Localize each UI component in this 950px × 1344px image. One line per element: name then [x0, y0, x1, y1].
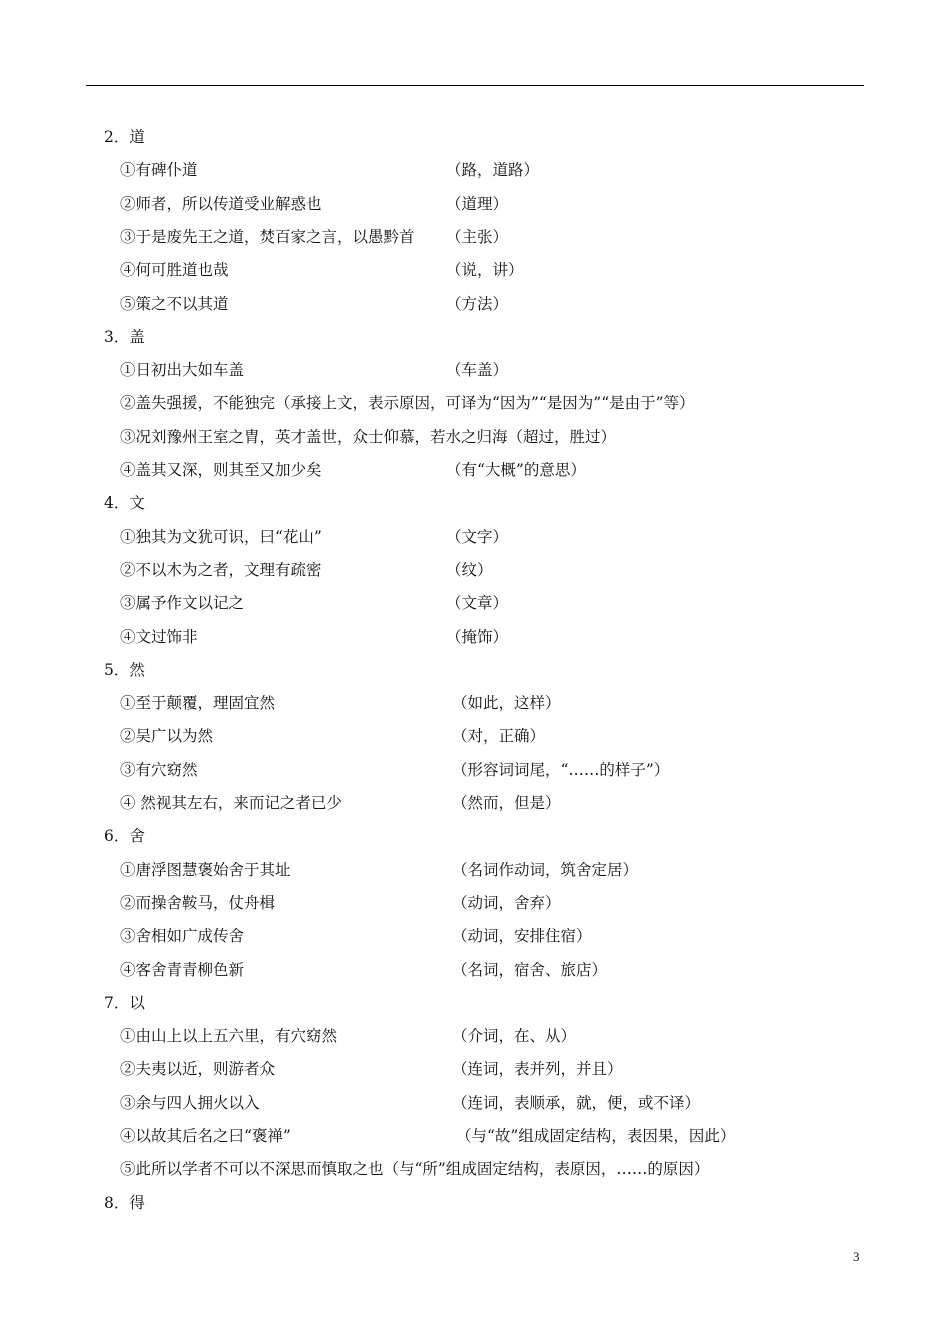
example-sentence: ①至于颠覆，理固宜然	[120, 694, 276, 713]
example-sentence: ④盖其又深，则其至又加少矣	[120, 461, 322, 479]
example-sentence: ④何可胜道也哉	[120, 261, 229, 280]
section-heading: 5．然	[104, 660, 145, 679]
example-sentence: ②不以木为之者，文理有疏密	[120, 560, 322, 579]
gloss-explanation: （说，讲）	[446, 261, 524, 280]
example-sentence: ②师者，所以传道受业解惑也	[120, 194, 322, 213]
example-sentence: ③有穴窈然	[120, 760, 198, 779]
gloss-explanation: （介词，在、从）	[452, 1027, 577, 1046]
gloss-explanation: （动词，舍弃）	[452, 893, 561, 912]
header-rule	[86, 85, 864, 86]
example-sentence: ④ 然视其左右，来而记之者已少	[120, 794, 342, 812]
section-heading: 8．得	[104, 1193, 145, 1212]
example-sentence: ①唐浮图慧褒始舍于其址	[120, 860, 291, 879]
gloss-explanation: （动词，安排住宿）	[452, 927, 592, 946]
section-heading: 3．盖	[104, 327, 145, 346]
example-sentence: ①有碑仆道	[120, 161, 198, 180]
example-sentence: ②盖失强援，不能独完（承接上文，表示原因，可译为“因为”“是因为”“是由于”等）	[120, 394, 695, 413]
section-heading: 4．文	[104, 494, 145, 513]
gloss-explanation: （连词，表顺承，就，便，或不译）	[452, 1093, 701, 1112]
gloss-explanation: （与“故”组成固定结构，表因果，因此）	[456, 1127, 736, 1145]
gloss-explanation: （有“大概”的意思）	[446, 461, 586, 479]
gloss-explanation: （文字）	[446, 527, 509, 546]
gloss-explanation: （掩饰）	[446, 627, 509, 646]
example-sentence: ③属予作文以记之	[120, 594, 245, 613]
example-sentence: ④以故其后名之曰“褒禅”	[120, 1127, 291, 1145]
gloss-explanation: （方法）	[446, 294, 509, 313]
example-sentence: ①由山上以上五六里，有穴窈然	[120, 1027, 338, 1046]
gloss-explanation: （然而，但是）	[452, 794, 561, 812]
example-sentence: ③况刘豫州王室之胄，英才盖世，众士仰慕，若水之归海（超过，胜过）	[120, 427, 617, 446]
gloss-explanation: （连词，表并列，并且）	[452, 1060, 623, 1079]
example-sentence: ⑤策之不以其道	[120, 294, 229, 313]
gloss-explanation: （主张）	[446, 227, 509, 246]
section-heading: 2．道	[104, 128, 145, 146]
example-sentence: ①独其为文犹可识，曰“花山”	[120, 527, 322, 546]
gloss-explanation: （如此，这样）	[452, 694, 561, 713]
gloss-explanation: （对，正确）	[452, 727, 546, 746]
section-heading: 7．以	[104, 993, 145, 1012]
gloss-explanation: （道理）	[446, 194, 509, 213]
gloss-explanation: （路，道路）	[446, 161, 540, 180]
example-sentence: ②吴广以为然	[120, 727, 214, 746]
page-number: 3	[853, 1249, 860, 1264]
example-sentence: ②夫夷以近，则游者众	[120, 1060, 276, 1079]
example-sentence: ②而操舍鞍马，仗舟楫	[120, 893, 276, 912]
section-heading: 6．舍	[104, 827, 145, 846]
example-sentence: ④文过饰非	[120, 627, 198, 646]
gloss-explanation: （文章）	[446, 594, 509, 613]
example-sentence: ⑤此所以学者不可以不深思而慎取之也（与“所”组成固定结构，表原因，……的原因）	[120, 1160, 710, 1179]
example-sentence: ③舍相如广成传舍	[120, 927, 245, 946]
example-sentence: ③于是废先王之道，焚百家之言，以愚黔首	[120, 227, 415, 246]
gloss-explanation: （名词作动词，筑舍定居）	[452, 860, 639, 879]
gloss-explanation: （车盖）	[446, 361, 509, 380]
example-sentence: ④客舍青青柳色新	[120, 960, 245, 979]
example-sentence: ①日初出大如车盖	[120, 361, 245, 380]
gloss-explanation: （纹）	[446, 560, 493, 579]
gloss-explanation: （名词，宿舍、旅店）	[452, 960, 608, 979]
gloss-explanation: （形容词词尾，“……的样子”）	[452, 760, 670, 779]
example-sentence: ③余与四人拥火以入	[120, 1093, 260, 1112]
